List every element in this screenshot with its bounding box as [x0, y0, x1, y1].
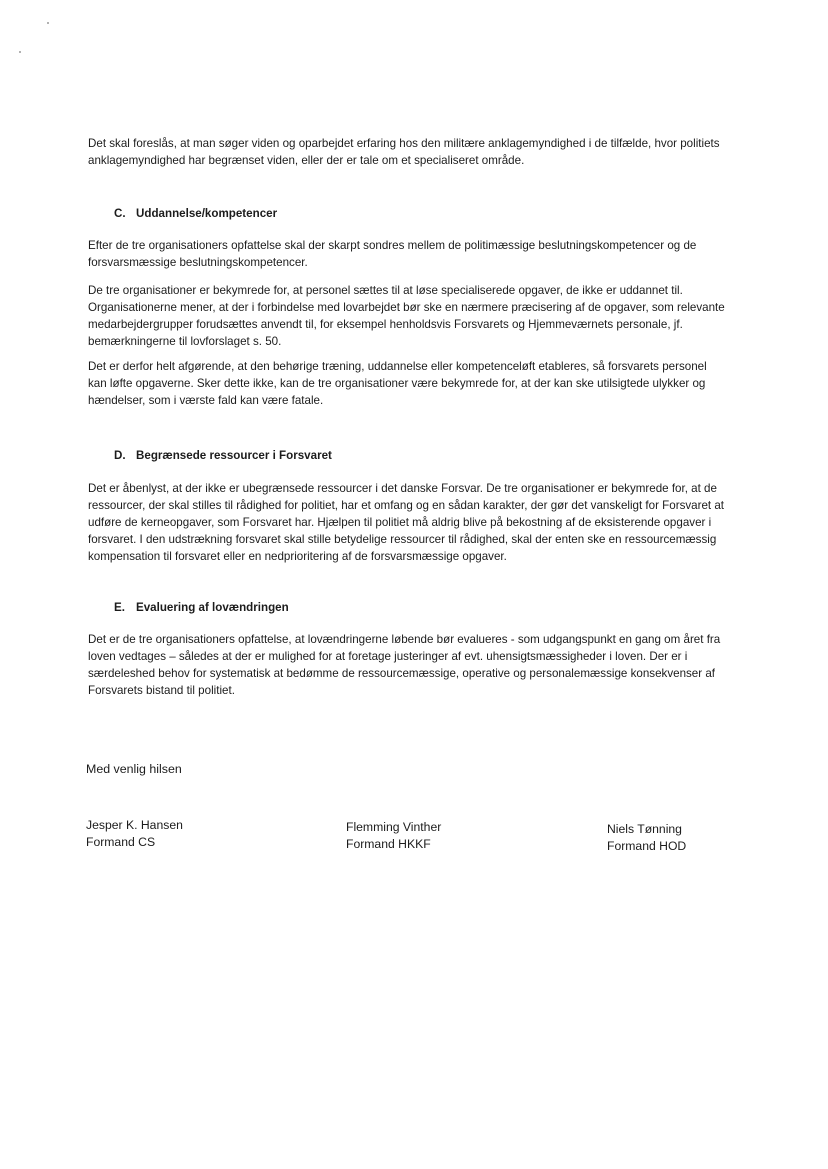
- intro-paragraph: Det skal foreslås, at man søger viden og oparbejdet erfaring hos den militære anklagemyndighed i de tilfælde, hvor politiets anklagemyndighed har begrænset viden, eller der er tale om et specialiseret område.: [88, 137, 720, 167]
- closing-greeting: Med venlig hilsen: [86, 762, 182, 776]
- section-e-paragraph: Det er de tre organisationers opfattelse, at lovændringerne løbende bør evalueres - som udgangspunkt en gang om året fra loven vedtages – således at der er mulighed for at foretage justeringer af evt. uhensigtsmæssigheder i loven. Der er i særdeleshed behov for systematisk at bedømme de ressourcemæssige, operative og personalemæssige konsekvenser af Forsvarets bistand til politiet.: [88, 633, 721, 697]
- section-c-title: Uddannelse/kompetencer: [136, 207, 278, 220]
- signature-block: [86, 817, 183, 851]
- scan-speck: [47, 22, 49, 24]
- signatory-title: Formand HOD: [607, 839, 687, 853]
- section-e-title: Evaluering af lovændringen: [136, 601, 289, 614]
- section-c-paragraph: Efter de tre organisationers opfattelse skal der skarpt sondres mellem de politimæssige beslutningskompetencer og de forsvarsmæssige beslutningskompetencer.: [88, 239, 697, 269]
- signatory-title: Formand HKKF: [346, 837, 431, 851]
- signature-block: [346, 819, 441, 853]
- section-d-letter: D.: [114, 449, 126, 462]
- section-c-paragraph: De tre organisationer er bekymrede for, at personel sættes til at løse specialiserede opgaver, de ikke er uddannet til. Organisationerne mener, at der i forbindelse med lovarbejdet bør ske en nærmere præcisering af de opgaver, som relevante medarbejdergrupper forudsættes anvendt til, for eksempel henholdsvis Forsvarets og Hjemmeværnets personale, jf. bemærkningerne til lovforslaget s. 50.: [88, 284, 725, 348]
- signatory-name: Flemming Vinther: [346, 820, 442, 834]
- section-c-paragraph: Det er derfor helt afgørende, at den behørige træning, uddannelse eller kompetenceløft etableres, så forsvarets personel kan løfte opgaverne. Sker dette ikke, kan de tre organisationer være bekymrede for, at der kan ske utilsigtede ulykker og hændelser, som i værste fald kan være fatale.: [88, 360, 707, 407]
- section-d-heading: [114, 449, 332, 462]
- section-e-letter: E.: [114, 601, 125, 614]
- signatory-name: Jesper K. Hansen: [86, 818, 183, 832]
- signature-block: [607, 821, 686, 855]
- signatory-title: Formand CS: [86, 835, 156, 849]
- section-e-heading: [114, 601, 289, 614]
- section-d-paragraph: Det er åbenlyst, at der ikke er ubegrænsede ressourcer i det danske Forsvar. De tre organisationer er bekymrede for, at de ressourcer, der skal stilles til rådighed for politiet, har et omfang og en sådan karakter, der gør det vanskeligt for Forsvaret at udføre de kerneopgaver, som Forsvaret har. Hjælpen til politiet må aldrig blive på bekostning af de eksisterende opgaver i forsvaret. I den udstrækning forsvaret skal stille betydelige ressourcer til rådighed, skal der enten ske en ressourcemæssig kompensation til forsvaret eller en nedprioritering af de forsvarsmæssige opgaver.: [88, 482, 725, 563]
- section-d-title: Begrænsede ressourcer i Forsvaret: [136, 449, 332, 462]
- signatory-name: Niels Tønning: [607, 822, 682, 836]
- scan-speck: [19, 51, 21, 53]
- section-c-heading: [114, 207, 277, 220]
- section-c-letter: C.: [114, 207, 126, 220]
